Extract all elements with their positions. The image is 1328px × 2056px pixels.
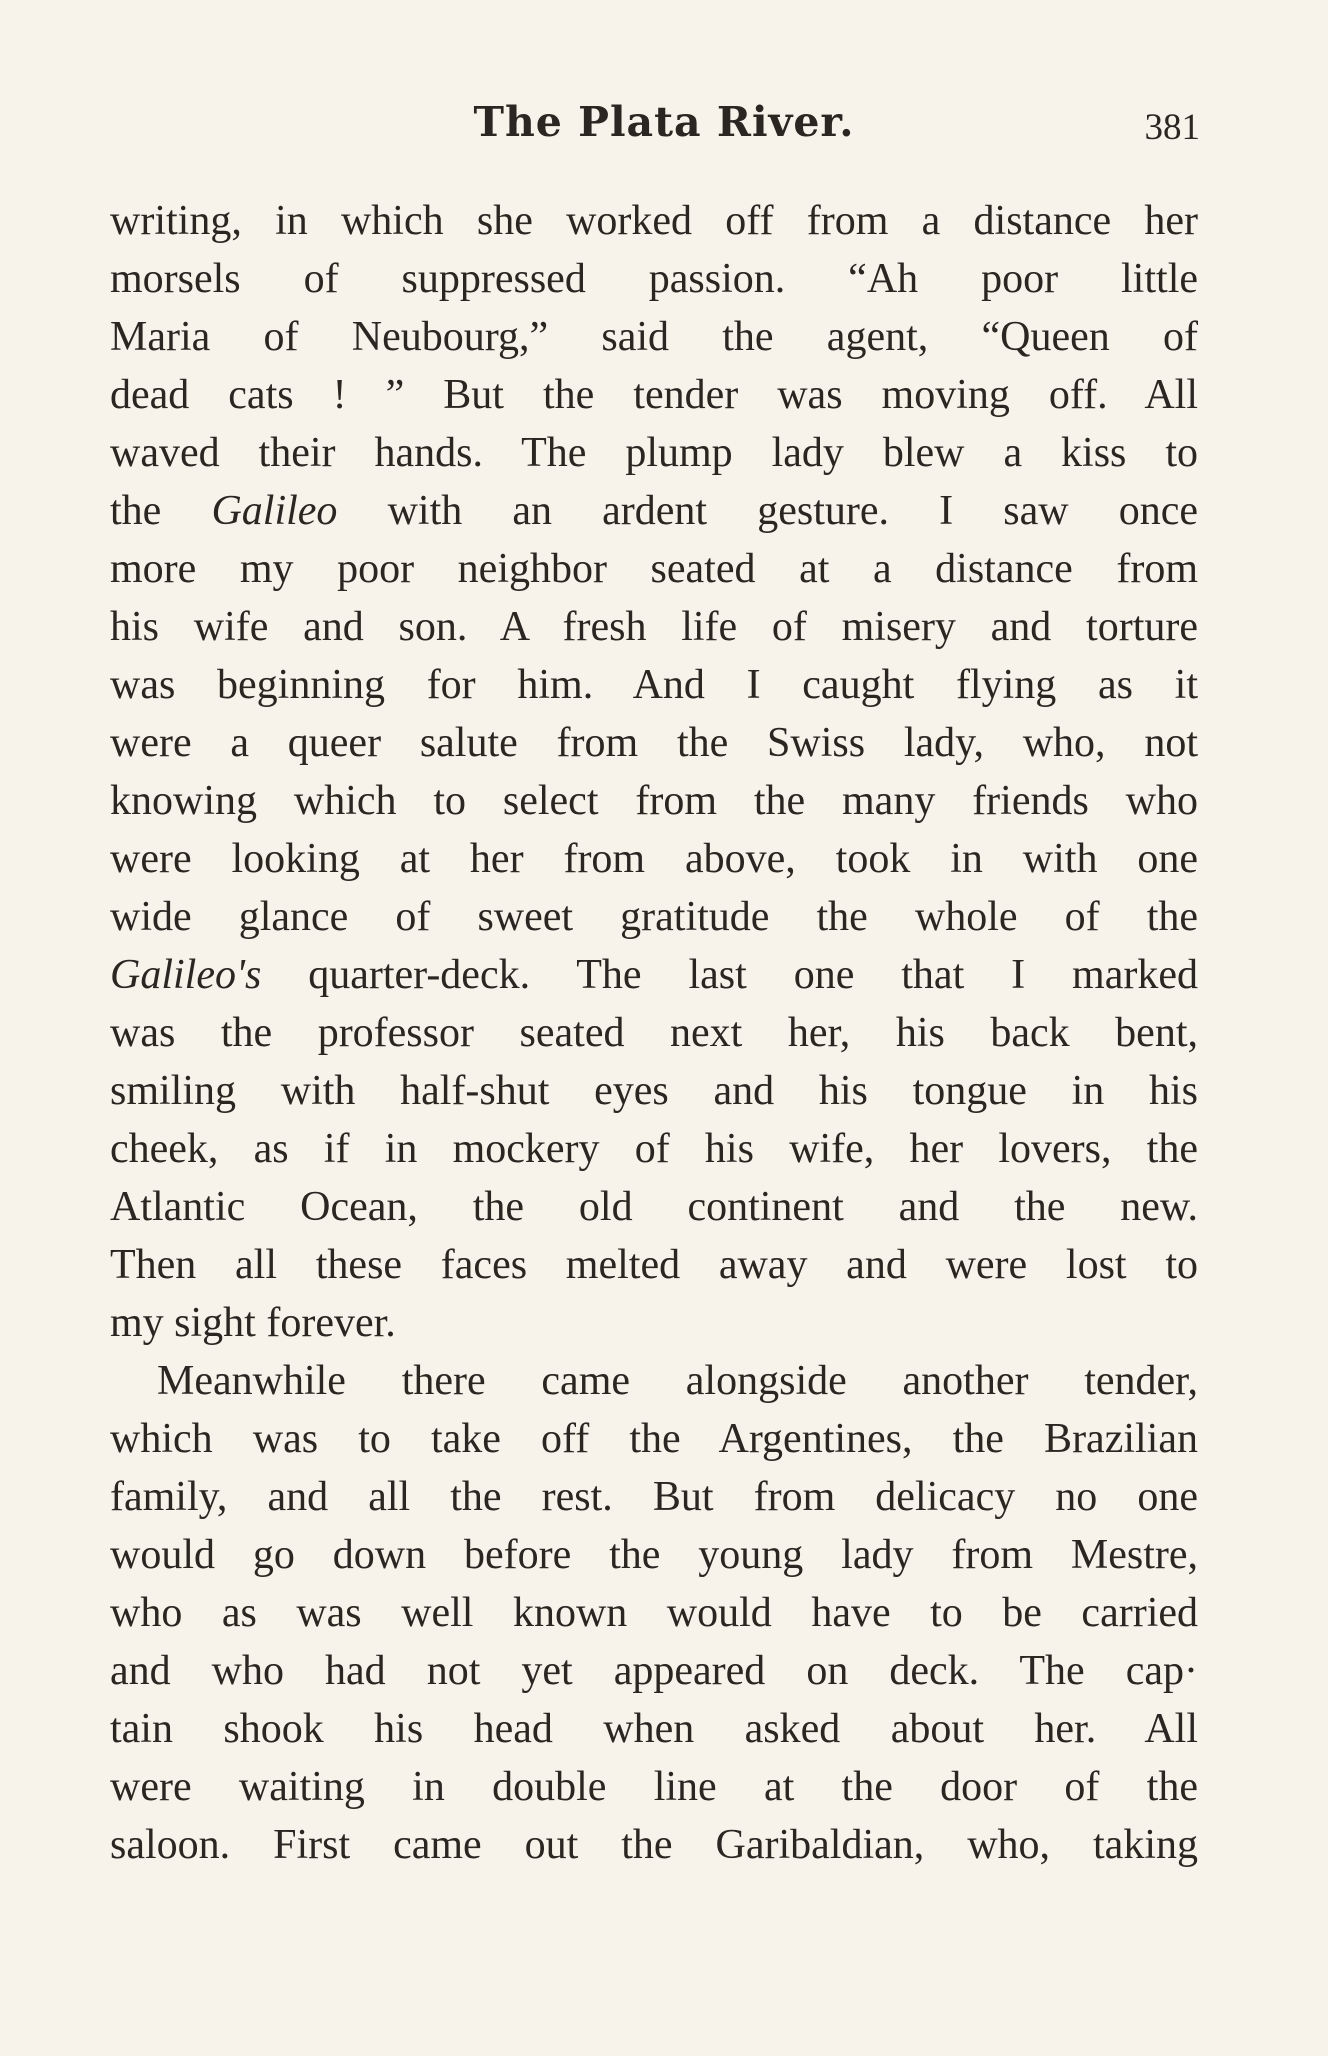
text-line: his wife and son. A fresh life of misery and torture xyxy=(110,604,1198,650)
text-line: cheek, as if in mockery of his wife, her lovers, the xyxy=(110,1126,1198,1172)
text-line: waved their hands. The plump lady blew a kiss to xyxy=(110,430,1198,476)
text-line: were a queer salute from the Swiss lady, who, not xyxy=(110,720,1198,766)
text-line: who as was well known would have to be carried xyxy=(110,1590,1198,1636)
text-line: my sight forever. xyxy=(110,1300,396,1346)
text-line: more my poor neighbor seated at a distance from xyxy=(110,546,1198,592)
text-line: dead cats ! ” But the tender was moving off. All xyxy=(110,372,1198,418)
text-run: quarter-deck. The last one that I marked xyxy=(261,952,1198,998)
text-line: were waiting in double line at the door of the xyxy=(110,1764,1198,1810)
text-line xyxy=(110,946,1198,1004)
text-line: knowing which to select from the many friends who xyxy=(110,778,1198,824)
text-line: and who had not yet appeared on deck. The cap· xyxy=(110,1648,1198,1694)
text-line: Then all these faces melted away and were lost to xyxy=(110,1242,1198,1288)
text-line: Meanwhile there came alongside another tender, xyxy=(157,1358,1198,1404)
text-line: smiling with half-shut eyes and his tongue in his xyxy=(110,1068,1198,1114)
ship-name-italic: Galileo's xyxy=(110,952,262,998)
text-line: family, and all the rest. But from delicacy no one xyxy=(110,1474,1198,1520)
text-line: were looking at her from above, took in with one xyxy=(110,836,1198,882)
text-line: would go down before the young lady from Mestre, xyxy=(110,1532,1198,1578)
text-line: writing, in which she worked off from a distance her xyxy=(110,198,1198,244)
ship-name-italic: Galileo xyxy=(211,488,338,534)
text-line: tain shook his head when asked about her. All xyxy=(110,1706,1198,1752)
body-text xyxy=(110,192,1198,1874)
text-run: with an ardent gesture. I saw once xyxy=(337,488,1198,534)
text-line: saloon. First came out the Garibaldian, who, taking xyxy=(110,1822,1198,1868)
running-head xyxy=(0,98,1328,158)
text-line: was the professor seated next her, his back bent, xyxy=(110,1010,1198,1056)
running-title: The Plata River. xyxy=(473,98,855,146)
text-run: the xyxy=(110,488,212,534)
text-line: Atlantic Ocean, the old continent and the new. xyxy=(110,1184,1198,1230)
text-line: Maria of Neubourg,” said the agent, “Queen of xyxy=(110,314,1198,360)
text-line xyxy=(110,482,1198,540)
page-number: 381 xyxy=(1144,107,1200,148)
text-line: wide glance of sweet gratitude the whole of the xyxy=(110,894,1198,940)
text-line: which was to take off the Argentines, the Brazilian xyxy=(110,1416,1198,1462)
text-line: was beginning for him. And I caught flying as it xyxy=(110,662,1198,708)
text-line: morsels of suppressed passion. “Ah poor little xyxy=(110,256,1198,302)
